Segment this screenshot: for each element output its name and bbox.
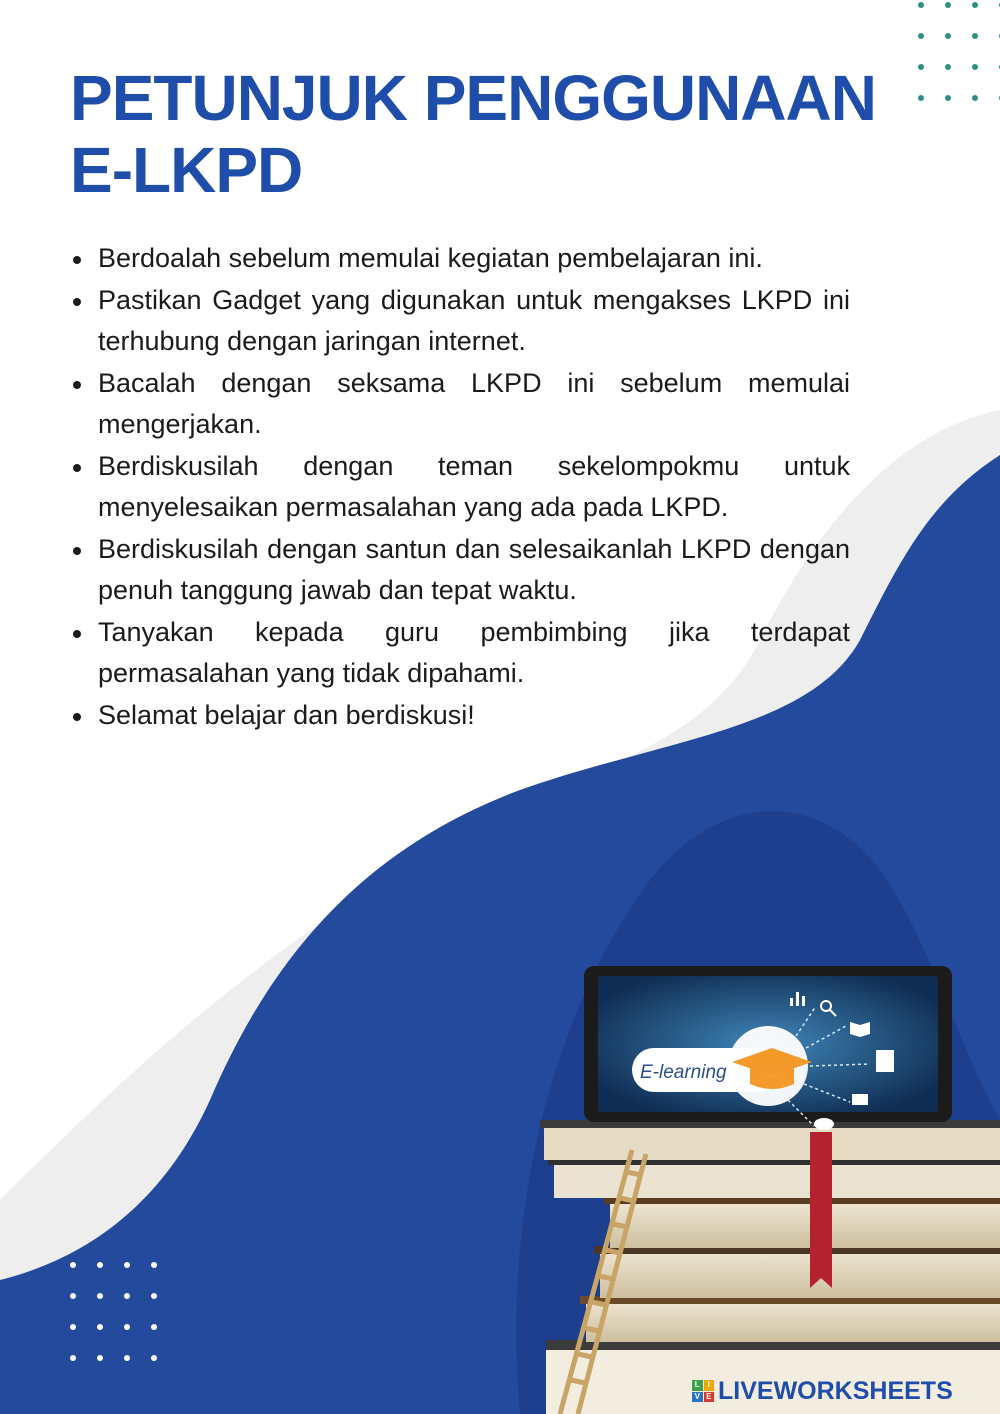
decor-dot — [918, 95, 924, 101]
decor-dot — [151, 1262, 157, 1268]
list-item: Pastikan Gadget yang digunakan untuk mengakses LKPD ini terhubung dengan jaringan internet. — [98, 280, 850, 363]
bookmark-ribbon — [810, 1132, 832, 1288]
decor-dot — [945, 64, 951, 70]
list-item: Tanyakan kepada guru pembimbing jika terdapat permasalahan yang tidak dipahami. — [98, 612, 850, 695]
liveworksheets-logo-icon: L I V E — [692, 1380, 714, 1402]
elearning-illustration — [520, 760, 1000, 1414]
decor-dot — [70, 1355, 76, 1361]
liveworksheets-brand — [692, 1374, 953, 1408]
decor-dot — [151, 1293, 157, 1299]
decor-dot — [70, 1324, 76, 1330]
brand-text: LIVEWORKSHEETS — [718, 1376, 953, 1405]
video-icon — [852, 1094, 868, 1105]
screen-label: E-learning — [640, 1062, 727, 1083]
decor-dot — [972, 64, 978, 70]
decor-dot — [972, 95, 978, 101]
decor-dot — [97, 1262, 103, 1268]
title-line-1: PETUNJUK PENGGUNAAN — [70, 62, 876, 134]
decor-dot — [945, 95, 951, 101]
instruction-list — [98, 238, 850, 736]
white-dot-grid — [70, 1262, 178, 1386]
decor-dot — [97, 1355, 103, 1361]
teal-dot-grid — [918, 2, 1000, 126]
certificate-icon — [876, 1050, 894, 1072]
decor-dot — [124, 1324, 130, 1330]
decor-dot — [124, 1262, 130, 1268]
book-stack — [540, 1120, 1000, 1414]
title-line-2: E-LKPD — [70, 134, 303, 206]
decor-dot — [151, 1324, 157, 1330]
list-item: Selamat belajar dan berdiskusi! — [98, 695, 850, 737]
list-item: Berdiskusilah dengan teman sekelompokmu untuk menyelesaikan permasalahan yang ada pada LKPD. — [98, 446, 850, 529]
decor-dot — [70, 1293, 76, 1299]
decor-dot — [151, 1355, 157, 1361]
decor-dot — [918, 33, 924, 39]
decor-dot — [124, 1293, 130, 1299]
list-item: Bacalah dengan seksama LKPD ini sebelum memulai mengerjakan. — [98, 363, 850, 446]
decor-dot — [918, 64, 924, 70]
decor-dot — [97, 1324, 103, 1330]
tablet — [584, 966, 952, 1130]
chat-icon — [814, 1118, 834, 1130]
decor-dot — [70, 1262, 76, 1268]
decor-dot — [945, 2, 951, 8]
decor-dot — [918, 2, 924, 8]
list-item: Berdoalah sebelum memulai kegiatan pembelajaran ini. — [98, 238, 850, 280]
decor-dot — [945, 33, 951, 39]
page-title — [70, 62, 876, 206]
decor-dot — [972, 2, 978, 8]
decor-dot — [972, 33, 978, 39]
decor-dot — [97, 1293, 103, 1299]
list-item: Berdiskusilah dengan santun dan selesaikanlah LKPD dengan penuh tanggung jawab dan tepat waktu. — [98, 529, 850, 612]
decor-dot — [124, 1355, 130, 1361]
